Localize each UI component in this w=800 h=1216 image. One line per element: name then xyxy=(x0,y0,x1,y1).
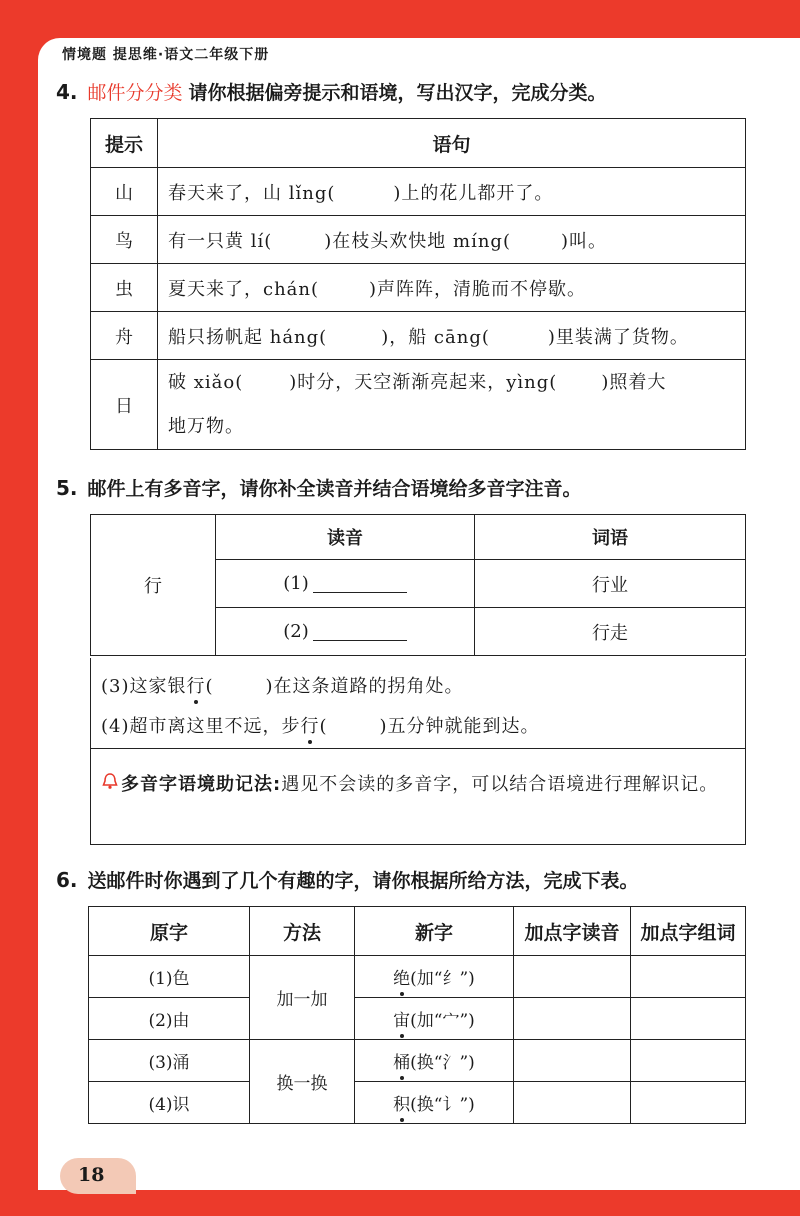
original-char: (1)色 xyxy=(89,956,250,998)
table-row xyxy=(89,1040,746,1082)
hint-cell: 虫 xyxy=(91,264,158,312)
table-row xyxy=(89,1082,746,1124)
question-4-title xyxy=(56,78,607,105)
table-row xyxy=(89,998,746,1040)
answer-cell[interactable] xyxy=(631,998,746,1040)
answer-cell[interactable] xyxy=(514,956,631,998)
answer-line[interactable] xyxy=(313,640,407,641)
divider xyxy=(91,748,745,749)
new-char-cell: 桶(换“氵”) xyxy=(355,1040,514,1082)
character-table xyxy=(88,906,746,1124)
table-row xyxy=(91,168,746,216)
reading-cell: (1) xyxy=(216,560,475,608)
bell-icon xyxy=(101,764,119,806)
memory-tip: 多音字语境助记法:遇见不会读的多音字，可以结合语境进行理解识记。 xyxy=(101,764,737,806)
answer-cell[interactable] xyxy=(514,1082,631,1124)
original-char: (2)由 xyxy=(89,998,250,1040)
polyphone-sentences xyxy=(90,658,746,845)
dotted-char: 行 xyxy=(186,676,206,697)
sentence-cell: 夏天来了，chán( )声阵阵，清脆而不停歇。 xyxy=(158,264,746,312)
question-text: 邮件上有多音字，请你补全读音并结合语境给多音字注音。 xyxy=(87,478,582,500)
answer-cell[interactable] xyxy=(631,1040,746,1082)
answer-cell[interactable] xyxy=(631,956,746,998)
answer-line[interactable] xyxy=(313,592,407,593)
hint-cell: 舟 xyxy=(91,312,158,360)
question-6-title xyxy=(56,866,639,893)
word-cell: 行业 xyxy=(475,560,746,608)
sentence-cell: 有一只黄 lí( )在枝头欢快地 míng( )叫。 xyxy=(158,216,746,264)
table-row xyxy=(91,264,746,312)
answer-cell[interactable] xyxy=(514,1040,631,1082)
hint-cell: 鸟 xyxy=(91,216,158,264)
original-char: (4)识 xyxy=(89,1082,250,1124)
question-5-title xyxy=(56,474,582,501)
original-char: (3)涌 xyxy=(89,1040,250,1082)
page-number: 18 xyxy=(78,1164,105,1186)
sentence-cell: 破 xiǎo( )时分，天空渐渐亮起来，yìng( )照着大 地万物。 xyxy=(158,360,746,450)
new-char-cell: 宙(加“宀”) xyxy=(355,998,514,1040)
col-method: 方法 xyxy=(250,907,355,956)
new-char-cell: 绝(加“纟”) xyxy=(355,956,514,998)
reading-cell: (2) xyxy=(216,608,475,656)
new-char-cell: 积(换“讠”) xyxy=(355,1082,514,1124)
dotted-char: 行 xyxy=(300,716,320,737)
word-cell: 行走 xyxy=(475,608,746,656)
sentence-cell: 春天来了，山 lǐng( )上的花儿都开了。 xyxy=(158,168,746,216)
sentence-cell: 船只扬帆起 háng( )，船 cāng( )里装满了货物。 xyxy=(158,312,746,360)
table-row xyxy=(91,360,746,450)
table-row xyxy=(91,312,746,360)
question-number: 5. xyxy=(56,476,78,500)
col-original: 原字 xyxy=(89,907,250,956)
page-number-badge xyxy=(60,1158,136,1194)
method-cell: 换一换 xyxy=(250,1040,355,1124)
question-tag: 邮件分分类 xyxy=(87,82,183,104)
radical-table xyxy=(90,118,746,450)
answer-cell[interactable] xyxy=(514,998,631,1040)
method-cell: 加一加 xyxy=(250,956,355,1040)
table-row xyxy=(91,216,746,264)
col-word: 加点字组词 xyxy=(631,907,746,956)
answer-cell[interactable] xyxy=(631,1082,746,1124)
sentence-3: (3)这家银行( )在这条道路的拐角处。 xyxy=(101,676,464,697)
hint-cell: 山 xyxy=(91,168,158,216)
polyphone-char: 行 xyxy=(91,515,216,656)
book-header: 情境题 提思维·语文二年级下册 xyxy=(62,47,270,63)
question-number: 4. xyxy=(56,80,78,104)
hint-cell: 日 xyxy=(91,360,158,450)
question-text: 送邮件时你遇到了几个有趣的字，请你根据所给方法，完成下表。 xyxy=(87,870,639,892)
question-text: 请你根据偏旁提示和语境，写出汉字，完成分类。 xyxy=(188,82,607,104)
col-reading: 加点字读音 xyxy=(514,907,631,956)
col-reading: 读音 xyxy=(216,515,475,560)
polyphone-table xyxy=(90,514,746,656)
col-word: 词语 xyxy=(475,515,746,560)
question-number: 6. xyxy=(56,868,78,892)
sentence-4: (4)超市离这里不远，步行( )五分钟就能到达。 xyxy=(101,716,540,737)
table-row xyxy=(89,956,746,998)
col-new-char: 新字 xyxy=(355,907,514,956)
col-sentence: 语句 xyxy=(158,119,746,168)
col-hint: 提示 xyxy=(91,119,158,168)
